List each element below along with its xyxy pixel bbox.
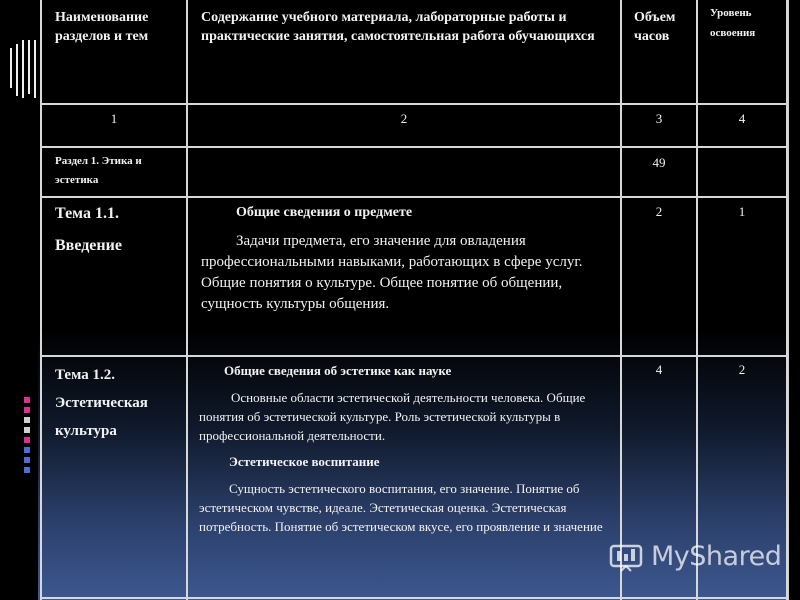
header-sections: Наименование разделов и тем [55,10,149,44]
header-hours: Объем часов [634,10,676,44]
table-border [40,0,42,600]
decorative-square-icon [24,407,30,413]
watermark-text: MyShared [651,540,782,572]
topic-2-level: 2 [738,362,746,377]
decorative-bars-icon [8,40,36,100]
topic-2-hours: 4 [655,362,663,377]
decorative-square-icon [24,467,30,473]
decorative-square-icon [24,427,30,433]
column-number: 3 [655,111,663,126]
topic-2-heading-education: Эстетическое воспитание [229,454,380,469]
topic-1-level: 1 [738,204,746,219]
section-title: Раздел 1. Этика и эстетика [55,155,142,186]
topic-2-description-science: Основные области эстетической деятельности человека. Общие понятия об эстетической культуре. Роль эстетической культуры в профессиональной деятельности. [199,390,586,443]
table-border [40,355,788,357]
table-border [40,597,788,599]
topic-1-description: Задачи предмета, его значение для овладения профессиональными навыками, работающих в сфере услуг. Общие понятия о культуре. Общее понятие об общении, сущность культуры общения. [201,233,583,312]
decorative-square-icon [24,447,30,453]
table-border [696,0,698,600]
topic-1-number: Тема 1.1. [55,205,119,222]
topic-1-heading: Общие сведения о предмете [236,205,413,220]
table-border [786,0,788,600]
table-border [186,0,188,600]
table-border [620,0,622,600]
myshared-logo-icon [609,540,643,572]
topic-2-heading-science: Общие сведения об эстетике как науке [224,363,452,378]
topic-2-description-education: Сущность эстетического воспитания, его значение. Понятие об эстетическом чувстве, идеале. Эстетическая оценка. Эстетическая потребность. Понятие об эстетическом вкусе, его проявление и значение [199,481,603,534]
topic-2-title: Эстетическая культура [55,395,148,439]
decorative-square-icon [24,397,30,403]
header-content: Содержание учебного материала, лабораторные работы и практические занятия, самостоятельная работа обучающихся [201,10,595,44]
table-border [40,146,788,148]
decorative-square-icon [24,417,30,423]
column-number: 4 [738,111,746,126]
topic-2-number: Тема 1.2. [55,367,115,383]
myshared-watermark [609,536,784,576]
table-border [40,103,788,105]
topic-1-hours: 2 [655,204,663,219]
column-number: 1 [110,111,118,126]
decorative-square-icon [24,437,30,443]
header-level: Уровень освоения [710,7,756,39]
right-decoration [787,0,800,600]
decorative-square-icon [24,457,30,463]
left-decoration [0,0,38,600]
section-hours: 49 [652,155,666,170]
column-number: 2 [400,111,408,126]
topic-1-title: Введение [55,237,122,254]
